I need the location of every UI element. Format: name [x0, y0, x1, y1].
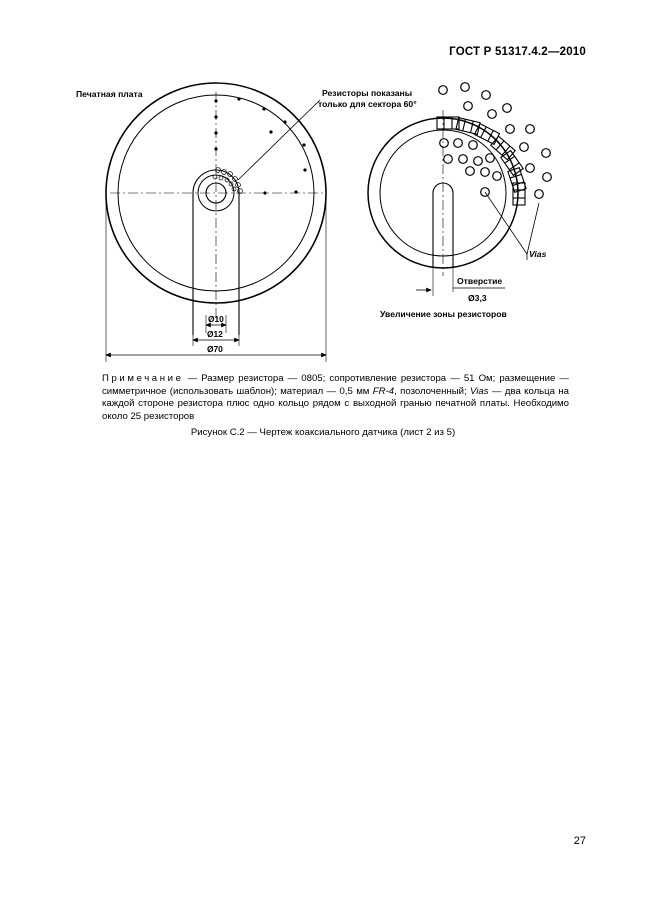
dimension-d10: Ø10	[208, 314, 224, 324]
zoom-label: Увеличение зоны резисторов	[380, 309, 507, 319]
dimension-d70: Ø70	[207, 344, 223, 354]
hole-label: Отверстие	[457, 276, 503, 286]
pcb-resistor-cluster	[213, 168, 242, 194]
note-lead: Примечание	[102, 373, 184, 384]
document-header: ГОСТ Р 51317.4.2—2010	[449, 46, 586, 58]
note-fr4: FR-4	[372, 385, 395, 397]
page-number: 27	[573, 835, 586, 847]
dimension-d3-3: Ø3,3	[468, 293, 487, 303]
figure-caption: Рисунок С.2 — Чертеж коаксиального датчика (лист 2 из 5)	[190, 427, 456, 438]
note-text-2: , позолоченный;	[394, 385, 471, 397]
dimension-d12: Ø12	[207, 329, 223, 339]
note-text-1: — Размер резистора — 0805; сопротивление резистора — 51 Ом; размещение — симметричное (использовать шаблон); материал — 0,5 мм	[102, 373, 569, 397]
resistors-note-line1: Резисторы показаны	[322, 88, 413, 98]
note-text-3: — два кольца на каждой стороне резистора плюс одно кольцо рядом с выходной гранью печатной платы. Необходимо около 25 резисторов	[102, 385, 570, 423]
resistors-note-line2: только для сектора 60°	[318, 99, 417, 109]
note-vias: Vias	[470, 385, 489, 397]
vias-label: Vias	[529, 249, 547, 259]
pcb-label: Печатная плата	[76, 89, 143, 99]
figure-note	[80, 373, 569, 424]
